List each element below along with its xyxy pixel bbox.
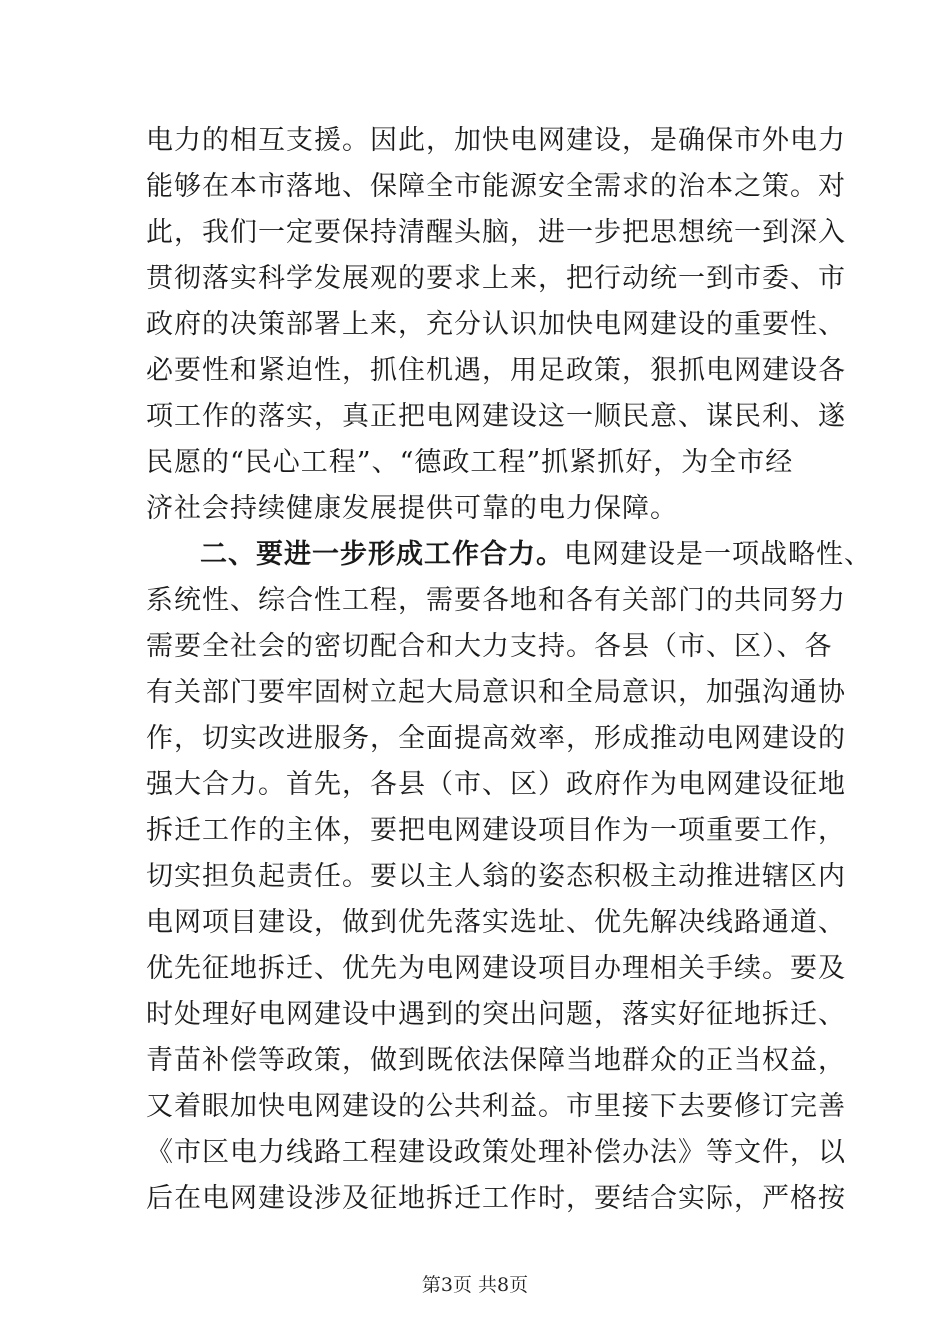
text-line: 项工作的落实，真正把电网建设这一顺民意、谋民利、遂 [146, 401, 846, 432]
text-line: 电网项目建设，做到优先落实选址、优先解决线路通道、 [146, 907, 846, 938]
text-line: 系统性、综合性工程，需要各地和各有关部门的共同努力 [146, 585, 846, 616]
section-2-heading: 二、要进一步形成工作合力。 [200, 539, 564, 570]
page-number-footer: 第3页 共8页 [421, 1274, 529, 1296]
text-line: 强大合力。首先，各县（市、区）政府作为电网建设征地 [146, 769, 846, 800]
text-line: 时处理好电网建设中遇到的突出问题，落实好征地拆迁、 [146, 999, 846, 1030]
text-line: 作，切实改进服务，全面提高效率，形成推动电网建设的 [146, 723, 846, 754]
text-line: 济社会持续健康发展提供可靠的电力保障。 [146, 493, 678, 524]
text-line: 贯彻落实科学发展观的要求上来，把行动统一到市委、市 [146, 263, 846, 294]
text-line: 又着眼加快电网建设的公共利益。市里接下去要修订完善 [146, 1091, 846, 1122]
text-line: 有关部门要牢固树立起大局意识和全局意识，加强沟通协 [146, 677, 846, 708]
text-line: 切实担负起责任。要以主人翁的姿态积极主动推进辖区内 [146, 861, 846, 892]
text-line: 《市区电力线路工程建设政策处理补偿办法》等文件，以 [146, 1137, 846, 1168]
text-line: 青苗补偿等政策，做到既依法保障当地群众的正当权益， [146, 1045, 846, 1076]
text-line: 能够在本市落地、保障全市能源安全需求的治本之策。对 [146, 171, 846, 202]
text-line: 后在电网建设涉及征地拆迁工作时，要结合实际，严格按 [146, 1183, 846, 1214]
text-line: 优先征地拆迁、优先为电网建设项目办理相关手续。要及 [146, 953, 846, 984]
text-line: 民愿的“民心工程”、“德政工程”抓紧抓好，为全市经 [146, 447, 794, 478]
document-body [146, 118, 872, 1222]
text-line: 拆迁工作的主体，要把电网建设项目作为一项重要工作， [146, 815, 846, 846]
section-2-first-line-text: 电网建设是一项战略性、 [564, 539, 872, 570]
text-line: 需要全社会的密切配合和大力支持。各县（市、区）、各 [146, 631, 833, 662]
text-line: 电力的相互支援。因此，加快电网建设，是确保市外电力 [146, 125, 846, 156]
section-heading-line [146, 532, 872, 578]
text-line: 此，我们一定要保持清醒头脑，进一步把思想统一到深入 [146, 217, 846, 248]
text-line: 必要性和紧迫性，抓住机遇，用足政策，狠抓电网建设各 [146, 355, 846, 386]
text-line: 政府的决策部署上来，充分认识加快电网建设的重要性、 [146, 309, 846, 340]
